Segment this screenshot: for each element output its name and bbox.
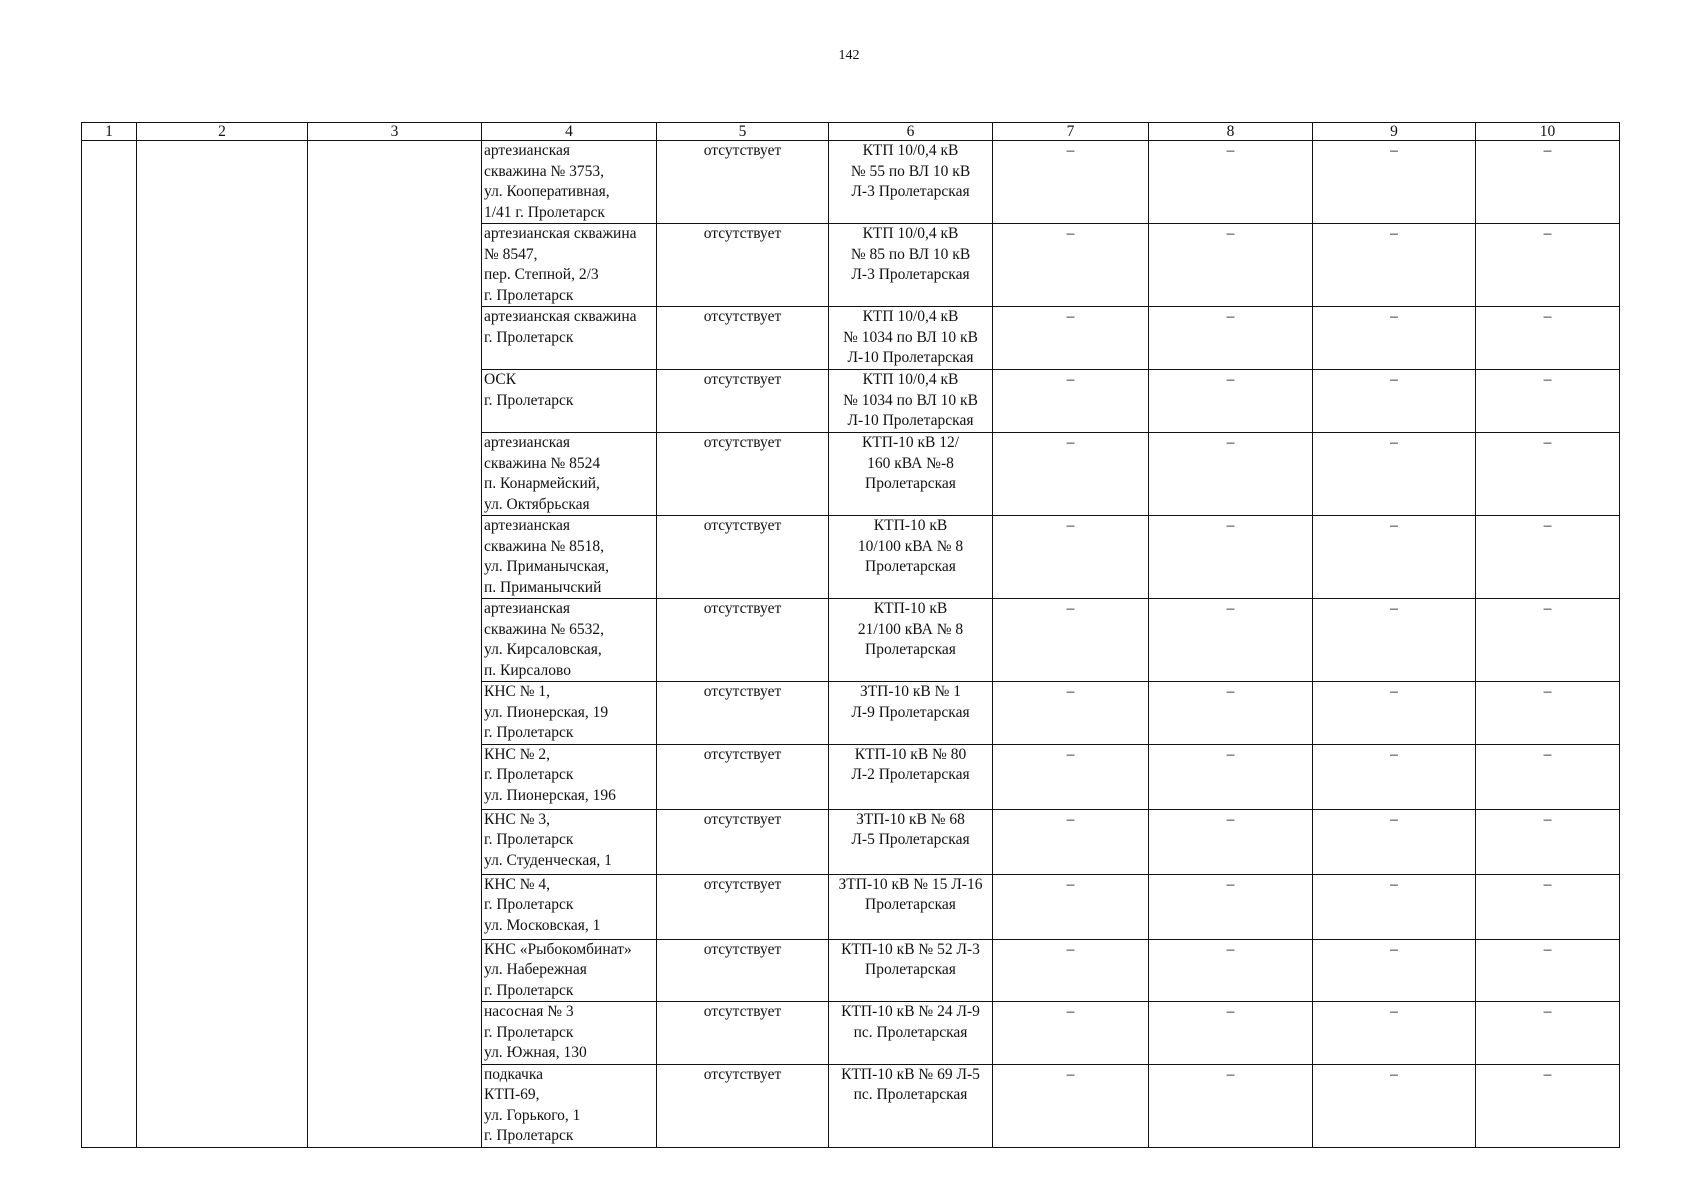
supply-line: № 1034 по ВЛ 10 кВ xyxy=(843,328,978,346)
supply-line: КТП 10/0,4 кВ xyxy=(862,308,959,325)
cell-col-7: – xyxy=(993,433,1149,516)
object-line: № 8547, xyxy=(484,245,538,263)
cell-col-10: – xyxy=(1476,1064,1620,1147)
object-cell xyxy=(482,433,657,516)
supply-line: Пролетарская xyxy=(865,961,956,978)
cell-col-7: – xyxy=(993,370,1149,433)
column-header-4: 4 xyxy=(482,123,657,141)
object-line: ул. Приманычская, xyxy=(484,558,609,575)
cell-col-8: – xyxy=(1149,874,1313,939)
cell-col-10: – xyxy=(1476,433,1620,516)
object-cell xyxy=(482,809,657,874)
object-line: пер. Степной, 2/3 xyxy=(484,266,599,283)
object-line: ул. Кирсаловская, xyxy=(484,641,602,658)
cell-col-7: – xyxy=(993,1064,1149,1147)
supply-cell xyxy=(829,874,993,939)
cell-col-8: – xyxy=(1149,744,1313,809)
cell-col-9: – xyxy=(1313,939,1476,1002)
object-line: п. Кирсалово xyxy=(484,661,571,679)
supply-line: Л-2 Пролетарская xyxy=(851,766,970,783)
supply-line: Л-10 Пролетарская xyxy=(847,412,974,429)
supply-line: КТП-10 кВ № 80 xyxy=(854,745,967,763)
status-cell: отсутствует xyxy=(657,224,829,307)
object-line: г. Пролетарск xyxy=(484,766,574,783)
column-number-row xyxy=(82,123,1620,141)
object-line: г. Пролетарск xyxy=(484,981,574,999)
supply-line: КТП-10 кВ № 52 Л-3 xyxy=(841,940,980,958)
cell-col-8: – xyxy=(1149,682,1313,745)
cell-col-7: – xyxy=(993,224,1149,307)
object-line: ОСК xyxy=(484,371,517,388)
supply-cell xyxy=(829,744,993,809)
supply-line: Л-5 Пролетарская xyxy=(851,831,970,848)
object-line: ул. Московская, 1 xyxy=(484,916,601,934)
cell-col-7: – xyxy=(993,307,1149,370)
cell-col-7: – xyxy=(993,874,1149,939)
supply-line: КТП-10 кВ № 69 Л-5 xyxy=(841,1065,980,1083)
supply-line: Пролетарская xyxy=(865,558,956,575)
object-cell xyxy=(482,599,657,682)
object-cell xyxy=(482,682,657,745)
object-line: г. Пролетарск xyxy=(484,831,574,848)
status-cell: отсутствует xyxy=(657,939,829,1002)
cell-col-9: – xyxy=(1313,370,1476,433)
column-header-3: 3 xyxy=(308,123,482,141)
cell-col-8: – xyxy=(1149,224,1313,307)
object-line: КНС «Рыбокомбинат» xyxy=(484,940,632,958)
supply-line: № 1034 по ВЛ 10 кВ xyxy=(843,391,978,409)
object-line: ул. Южная, 130 xyxy=(484,1044,587,1061)
supply-cell xyxy=(829,809,993,874)
object-line: ул. Октябрьская xyxy=(484,495,590,513)
supply-cell xyxy=(829,433,993,516)
object-line: КНС № 3, xyxy=(484,810,551,828)
cell-col-9: – xyxy=(1313,141,1476,224)
cell-col-10: – xyxy=(1476,224,1620,307)
column-header-9: 9 xyxy=(1313,123,1476,141)
supply-line: пс. Пролетарская xyxy=(853,1023,968,1041)
cell-col-10: – xyxy=(1476,599,1620,682)
object-line: г. Пролетарск xyxy=(484,391,574,409)
object-line: артезианская xyxy=(484,434,571,451)
cell-col-7: – xyxy=(993,516,1149,599)
supply-line: № 55 по ВЛ 10 кВ xyxy=(850,162,971,180)
cell-col-10: – xyxy=(1476,809,1620,874)
supply-line: 21/100 кВА № 8 xyxy=(857,620,964,638)
object-line: ул. Горького, 1 xyxy=(484,1106,581,1124)
supply-line: КТП 10/0,4 кВ xyxy=(862,371,959,388)
column-header-10: 10 xyxy=(1476,123,1620,141)
object-line: г. Пролетарск xyxy=(484,724,574,741)
object-line: скважина № 8524 xyxy=(484,454,601,472)
cell-col-7: – xyxy=(993,939,1149,1002)
supply-line: Л-3 Пролетарская xyxy=(851,183,970,200)
cell-col-1 xyxy=(82,141,137,1148)
supply-cell xyxy=(829,1002,993,1065)
cell-col-8: – xyxy=(1149,599,1313,682)
object-line: скважина № 6532, xyxy=(484,620,604,638)
supply-line: Л-10 Пролетарская xyxy=(847,349,974,366)
supply-line: ЗТП-10 кВ № 68 xyxy=(856,810,965,828)
cell-col-10: – xyxy=(1476,141,1620,224)
object-line: г. Пролетарск xyxy=(484,1127,574,1144)
cell-col-7: – xyxy=(993,809,1149,874)
cell-col-8: – xyxy=(1149,370,1313,433)
object-cell xyxy=(482,744,657,809)
table-row xyxy=(82,141,1620,224)
cell-col-8: – xyxy=(1149,307,1313,370)
object-line: подкачка xyxy=(484,1065,544,1083)
status-cell: отсутствует xyxy=(657,370,829,433)
status-cell: отсутствует xyxy=(657,809,829,874)
data-table xyxy=(81,122,1620,1148)
supply-line: 160 кВА №-8 xyxy=(867,454,954,472)
object-line: артезианская скважина xyxy=(484,308,637,325)
status-cell: отсутствует xyxy=(657,1064,829,1147)
cell-col-9: – xyxy=(1313,682,1476,745)
object-line: артезианская скважина xyxy=(484,225,637,242)
supply-line: КТП-10 кВ xyxy=(873,600,948,617)
column-header-6: 6 xyxy=(829,123,993,141)
column-header-8: 8 xyxy=(1149,123,1313,141)
cell-col-3 xyxy=(308,141,482,1148)
supply-line: Пролетарская xyxy=(865,896,956,913)
status-cell: отсутствует xyxy=(657,141,829,224)
status-cell: отсутствует xyxy=(657,307,829,370)
object-cell xyxy=(482,224,657,307)
cell-col-9: – xyxy=(1313,307,1476,370)
cell-col-10: – xyxy=(1476,307,1620,370)
cell-col-7: – xyxy=(993,1002,1149,1065)
object-line: ул. Пионерская, 196 xyxy=(484,786,616,804)
supply-line: пс. Пролетарская xyxy=(853,1086,968,1103)
object-line: г. Пролетарск xyxy=(484,286,574,304)
object-cell xyxy=(482,370,657,433)
supply-line: Пролетарская xyxy=(865,641,956,658)
supply-cell xyxy=(829,682,993,745)
object-line: КНС № 2, xyxy=(484,745,551,763)
column-header-1: 1 xyxy=(82,123,137,141)
supply-line: КТП-10 кВ 12/ xyxy=(861,434,960,451)
object-cell xyxy=(482,1064,657,1147)
cell-col-8: – xyxy=(1149,433,1313,516)
object-line: скважина № 8518, xyxy=(484,537,604,555)
supply-line: КТП-10 кВ xyxy=(873,517,948,534)
status-cell: отсутствует xyxy=(657,599,829,682)
supply-cell xyxy=(829,141,993,224)
cell-col-9: – xyxy=(1313,1002,1476,1065)
supply-line: КТП 10/0,4 кВ xyxy=(862,225,959,242)
object-cell xyxy=(482,516,657,599)
object-line: ул. Кооперативная, xyxy=(484,183,610,200)
status-cell: отсутствует xyxy=(657,516,829,599)
supply-line: Л-9 Пролетарская xyxy=(851,703,970,721)
cell-col-7: – xyxy=(993,682,1149,745)
cell-col-9: – xyxy=(1313,744,1476,809)
object-line: г. Пролетарск xyxy=(484,896,574,913)
object-line: ул. Пионерская, 19 xyxy=(484,703,609,721)
cell-col-10: – xyxy=(1476,939,1620,1002)
object-line: артезианская xyxy=(484,142,571,159)
status-cell: отсутствует xyxy=(657,682,829,745)
cell-col-8: – xyxy=(1149,516,1313,599)
object-line: ул. Студенческая, 1 xyxy=(484,851,612,869)
object-line: КНС № 4, xyxy=(484,875,551,893)
object-line: КНС № 1, xyxy=(484,683,551,700)
object-line: г. Пролетарск xyxy=(484,1023,574,1041)
column-header-2: 2 xyxy=(137,123,308,141)
object-cell xyxy=(482,874,657,939)
supply-cell xyxy=(829,370,993,433)
cell-col-9: – xyxy=(1313,809,1476,874)
cell-col-10: – xyxy=(1476,744,1620,809)
object-cell xyxy=(482,1002,657,1065)
supply-line: 10/100 кВА № 8 xyxy=(857,537,964,555)
cell-col-9: – xyxy=(1313,599,1476,682)
cell-col-10: – xyxy=(1476,1002,1620,1065)
object-line: ул. Набережная xyxy=(484,961,587,978)
cell-col-9: – xyxy=(1313,433,1476,516)
supply-line: ЗТП-10 кВ № 1 xyxy=(859,683,962,700)
cell-col-10: – xyxy=(1476,370,1620,433)
cell-col-8: – xyxy=(1149,1002,1313,1065)
object-line: артезианская xyxy=(484,600,571,617)
cell-col-8: – xyxy=(1149,141,1313,224)
supply-cell xyxy=(829,516,993,599)
cell-col-7: – xyxy=(993,599,1149,682)
column-header-5: 5 xyxy=(657,123,829,141)
supply-cell xyxy=(829,1064,993,1147)
object-line: скважина № 3753, xyxy=(484,162,604,180)
supply-line: Пролетарская xyxy=(865,475,956,492)
supply-line: КТП 10/0,4 кВ xyxy=(862,142,959,159)
cell-col-9: – xyxy=(1313,224,1476,307)
supply-cell xyxy=(829,939,993,1002)
supply-cell xyxy=(829,307,993,370)
object-line: 1/41 г. Пролетарск xyxy=(484,203,605,221)
cell-col-10: – xyxy=(1476,682,1620,745)
cell-col-8: – xyxy=(1149,939,1313,1002)
status-cell: отсутствует xyxy=(657,874,829,939)
status-cell: отсутствует xyxy=(657,433,829,516)
cell-col-8: – xyxy=(1149,1064,1313,1147)
object-line: г. Пролетарск xyxy=(484,328,574,346)
object-line: артезианская xyxy=(484,517,571,534)
cell-col-7: – xyxy=(993,141,1149,224)
cell-col-10: – xyxy=(1476,874,1620,939)
cell-col-10: – xyxy=(1476,516,1620,599)
object-cell xyxy=(482,939,657,1002)
cell-col-9: – xyxy=(1313,1064,1476,1147)
cell-col-2 xyxy=(137,141,308,1148)
object-cell xyxy=(482,141,657,224)
supply-line: № 85 по ВЛ 10 кВ xyxy=(850,245,971,263)
supply-line: КТП-10 кВ № 24 Л-9 xyxy=(841,1003,980,1020)
cell-col-7: – xyxy=(993,744,1149,809)
cell-col-9: – xyxy=(1313,874,1476,939)
supply-line: ЗТП-10 кВ № 15 Л-16 xyxy=(838,875,983,893)
page-number: 142 xyxy=(838,48,860,63)
object-line: насосная № 3 xyxy=(484,1003,574,1020)
object-line: п. Конармейский, xyxy=(484,475,600,492)
supply-line: Л-3 Пролетарская xyxy=(851,266,970,283)
cell-col-9: – xyxy=(1313,516,1476,599)
object-line: п. Приманычский xyxy=(484,578,602,596)
column-header-7: 7 xyxy=(993,123,1149,141)
cell-col-8: – xyxy=(1149,809,1313,874)
status-cell: отсутствует xyxy=(657,1002,829,1065)
object-line: КТП-69, xyxy=(484,1086,540,1103)
object-cell xyxy=(482,307,657,370)
supply-cell xyxy=(829,599,993,682)
supply-cell xyxy=(829,224,993,307)
status-cell: отсутствует xyxy=(657,744,829,809)
